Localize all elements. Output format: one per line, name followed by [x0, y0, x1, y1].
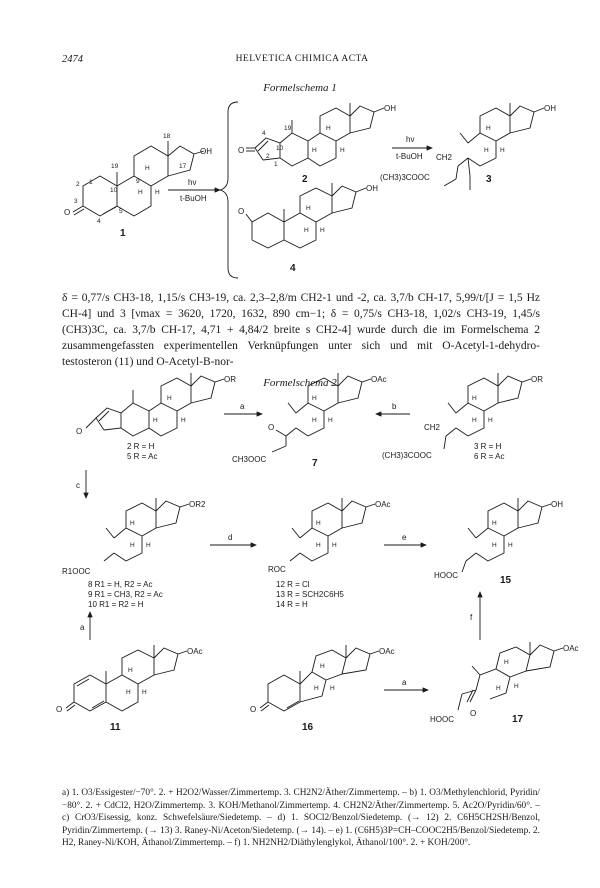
c3-6-h3: H	[488, 417, 493, 424]
c8-h2: H	[130, 542, 135, 549]
c1-n18: 18	[163, 133, 171, 140]
c3-ch2: CH2	[436, 153, 453, 162]
c15-h2: H	[492, 542, 497, 549]
c2-n4: 4	[262, 130, 266, 137]
c2-5-h1: H	[167, 395, 172, 402]
c3-6-h1: H	[472, 395, 477, 402]
c7-h2: H	[312, 417, 317, 424]
c3-6-h2: H	[472, 417, 477, 424]
c7-h1: H	[312, 395, 317, 402]
compound-2-5-structure	[86, 373, 224, 436]
c2-h1: H	[326, 125, 331, 132]
c15-h1: H	[492, 520, 497, 527]
c7-h3: H	[328, 417, 333, 424]
arrow-e-label: e	[402, 533, 407, 542]
compound-1-number: 1	[120, 228, 126, 239]
c3-h2: H	[484, 147, 489, 154]
c1-n5: 5	[119, 208, 123, 215]
c6-rgroup: 6 R = Ac	[474, 452, 505, 461]
c1-n1: 1	[89, 179, 93, 186]
compound-11-number: 11	[110, 722, 121, 733]
compound-3-6-structure	[444, 373, 531, 449]
c1-n9: 9	[136, 178, 140, 185]
c3-ester: (CH3)3COOC	[380, 173, 430, 182]
c12-rgroup: 12 R = Cl	[276, 580, 310, 589]
c2-n2: 2	[266, 153, 270, 160]
arrow-b-label: b	[392, 402, 397, 411]
c2-rgroup: 2 R = H	[127, 442, 155, 451]
c2-5-h2: H	[153, 417, 158, 424]
c7-o: O	[268, 423, 275, 432]
compound-16-number: 16	[302, 722, 314, 733]
c12-h2: H	[316, 542, 321, 549]
c15-hooc: HOOC	[434, 571, 458, 580]
c11-h2: H	[126, 689, 131, 696]
scheme1-arrow2-solvent: t-BuOH	[396, 152, 423, 161]
c17-h3: H	[514, 683, 519, 690]
c2-5-h3: H	[181, 417, 186, 424]
c7-ester: CH3OOC	[232, 455, 267, 464]
c1-n3: 3	[74, 198, 78, 205]
running-title: HELVETICA CHIMICA ACTA	[235, 54, 369, 64]
compound-11-structure	[66, 645, 187, 711]
c13-rgroup: 13 R = SCH2C6H5	[276, 590, 344, 599]
c12-h1: H	[316, 520, 321, 527]
arrow-d-label: d	[228, 533, 233, 542]
c15-h3: H	[508, 542, 513, 549]
c12-oac: OAc	[375, 500, 391, 509]
c2-n10: 10	[276, 145, 284, 152]
arrow-c-label: c	[76, 481, 80, 490]
compound-8-10-structure	[104, 498, 189, 561]
c9-rgroup: 9 R1 = CH3, R2 = Ac	[88, 590, 163, 599]
c16-h1: H	[320, 663, 325, 670]
c5-rgroup: 5 R = Ac	[127, 452, 158, 461]
c1-h1: H	[145, 165, 150, 172]
c2-5-o: O	[76, 427, 83, 436]
c12-roc: ROC	[268, 565, 286, 574]
c3-h1: H	[486, 125, 491, 132]
c1-h3: H	[155, 189, 160, 196]
c16-o: O	[250, 705, 257, 714]
c2-n1: 1	[274, 161, 278, 168]
c4-h3: H	[320, 227, 325, 234]
c1-n10: 10	[110, 187, 118, 194]
c16-h3: H	[330, 685, 335, 692]
c17-oac: OAc	[563, 644, 579, 653]
scheme1-arrow2-hv: hν	[406, 135, 415, 144]
arrow-a2-label: a	[80, 623, 85, 632]
c7-oac: OAc	[371, 375, 387, 384]
c2-5-or: OR	[224, 375, 236, 384]
c4-h2: H	[304, 227, 309, 234]
compound-17-structure	[458, 642, 563, 710]
c2-o: O	[238, 146, 245, 155]
c8-h3: H	[146, 542, 151, 549]
c1-h2: H	[138, 189, 143, 196]
scheme2-title: Formelschema 2	[263, 377, 337, 389]
compound-16-structure	[260, 645, 379, 711]
c17-h2: H	[496, 685, 501, 692]
c2-h3: H	[340, 147, 345, 154]
page-number: 2474	[62, 54, 83, 65]
c1-n19: 19	[111, 163, 119, 170]
c2-h2: H	[312, 147, 317, 154]
arrow-f-label: f	[470, 613, 473, 622]
compound-15-structure	[462, 498, 551, 572]
c16-oac: OAc	[379, 647, 395, 656]
c4-h1: H	[306, 205, 311, 212]
c3-oh: OH	[544, 104, 556, 113]
c11-h3: H	[142, 689, 147, 696]
c4-oh: OH	[366, 184, 378, 193]
c17-o: O	[470, 709, 477, 718]
c3-rgroup: 3 R = H	[474, 442, 502, 451]
body-paragraph: δ = 0,77/s CH3-18, 1,15/s CH3-19, ca. 2,3–2,8/m CH2-1 und -2, ca. 3,7/b CH-17, 5,99/t/[J = 1,5 Hz CH-4] und 3 [νmax = 3620, 1720, 1632, 890 cm−1; δ = 0,75/s CH3-18, 1,02/s CH3-19, 1,45/s (CH3)3C, ca. 3,7/b CH-17, 4,71 + 4,84/2 breite s CH2-4] wurde durch die im Formelschema 2 zusammengefassten experimentellen Verknüpfungen unter sich und mit O-Acetyl-1-dehydro-testosteron (11) und O-Acetyl-B-nor-	[62, 292, 540, 368]
c11-h1: H	[128, 667, 133, 674]
scheme1-arrow-hv: hν	[188, 178, 197, 187]
c15-oh: OH	[551, 500, 563, 509]
c11-o: O	[56, 705, 63, 714]
compound-7-number: 7	[312, 458, 318, 469]
c3-h3: H	[500, 147, 505, 154]
c1-o: O	[64, 208, 71, 217]
c3-6-or: OR	[531, 375, 543, 384]
c17-h1: H	[504, 659, 509, 666]
compound-15-number: 15	[500, 575, 512, 586]
c16-h2: H	[314, 685, 319, 692]
c8-h1: H	[130, 520, 135, 527]
c1-oh: OH	[200, 147, 212, 156]
arrow-a-label: a	[240, 402, 245, 411]
c8-rgroup: 8 R1 = H, R2 = Ac	[88, 580, 153, 589]
c2-oh: OH	[384, 104, 396, 113]
c3-6-ch2: CH2	[424, 423, 441, 432]
scheme1-title: Formelschema 1	[263, 82, 337, 94]
scheme1-arrow-solvent: t-BuOH	[180, 194, 207, 203]
c3-6-ester: (CH3)3COOC	[382, 451, 432, 460]
c11-oac: OAc	[187, 647, 203, 656]
reaction-conditions-footnote: a) 1. O3/Essigester/−70°. 2. + H2O2/Wasser/Zimmertemp. 3. CH2N2/Äther/Zimmertemp. – b) 1. O3/Methylenchlorid, Pyridin/−80°. 2. + CdCl2, H2O/Zimmertemp. 3. KOH/Methanol/Zimmertemp. 4. CH2N2/Äther/Zimmertemp. 5. Ac2O/Pyridin/60°. – c) CrO3/Eisessig, konz. Schwefelsäure/Siedetemp. – d) 1. SOCl2/Benzol/Siedetemp. (→ 12) 2. C6H5CH2SH/Benzol, Pyridin/Zimmertemp. (→ 13) 3. Raney-Ni/Aceton/Siedetemp. (→ 14). – e) 1. (C6H5)3P=CH–COOC2H5/Benzol/Siedetemp. 2. H2, Raney-Ni/KOH, Äthanol/Zimmertemp. – f) 1. NH2NH2/Diäthylenglykol, Äthanol/100°. 2. + KOH/200°.	[62, 788, 540, 849]
compound-4-number: 4	[290, 263, 296, 274]
c10-rgroup: 10 R1 = R2 = H	[88, 600, 144, 609]
compound-7-structure	[272, 373, 371, 452]
c14-rgroup: 14 R = H	[276, 600, 308, 609]
c12-h3: H	[332, 542, 337, 549]
c8-r1ooc: R1OOC	[62, 567, 91, 576]
c17-hooc: HOOC	[430, 715, 454, 724]
c1-n17: 17	[179, 163, 187, 170]
compound-3-number: 3	[486, 174, 492, 185]
c8-or2: OR2	[189, 500, 206, 509]
compound-12-14-structure	[290, 498, 375, 561]
c4-o: O	[238, 207, 245, 216]
compound-2-number: 2	[302, 174, 308, 185]
c1-n2: 2	[76, 181, 80, 188]
arrow-a3-label: a	[402, 678, 407, 687]
compound-17-number: 17	[512, 714, 524, 725]
c1-n4: 4	[97, 218, 101, 225]
c2-n19: 19	[284, 125, 292, 132]
